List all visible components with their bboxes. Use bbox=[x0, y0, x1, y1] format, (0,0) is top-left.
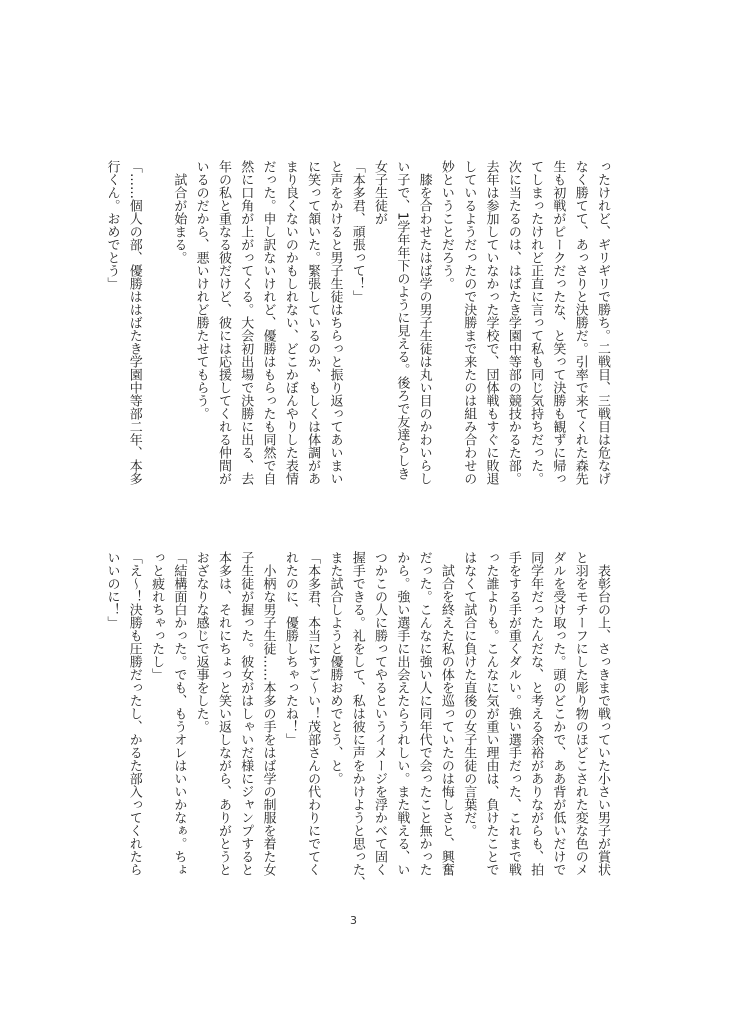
text-column: いいのに！」 bbox=[104, 551, 120, 629]
text-column: い子で、1学年年下のように見える。後ろで友達らしき bbox=[394, 160, 410, 481]
text-column: っと疲れちゃったし」 bbox=[149, 551, 165, 681]
text-column: 然に口角が上がってくる。大会初出場で決勝に出る、去 bbox=[238, 160, 254, 485]
text-column: 試合が始まる。 bbox=[171, 160, 187, 264]
text-column: 妙ということだろう。 bbox=[438, 160, 454, 290]
text-column: 生も初戦がピークだったな、と笑って決勝も観ずに帰っ bbox=[550, 160, 566, 485]
text-column: 去年は参加していなかった学校で、団体戦もすぐに敗退 bbox=[483, 160, 499, 485]
text-column: 手をする手が重くダルい。強い選手だった、これまで戦 bbox=[505, 551, 521, 876]
text-column: 本多は、それにちょっと笑い返しながら、ありがとうと bbox=[215, 551, 231, 876]
text-block-bottom bbox=[100, 551, 613, 896]
text-column: 「本多君、本当にすご～い！茂部さんの代わりにでてく bbox=[305, 551, 321, 876]
text-column: ったけれど、ギリギリで勝ち。二戦目、三戦目は危なげ bbox=[595, 160, 610, 485]
text-column: 表彰台の上、さっきまで戦っていた小さい男子が賞状 bbox=[595, 551, 610, 876]
text-column: 次に当たるのは、はばたき学園中等部の競技かるた部。 bbox=[505, 160, 521, 485]
text-column: 行くん。おめでとう」 bbox=[104, 160, 120, 290]
text-column: 「結構面白かった。でも、もうオレはいいかなぁ。ちょ bbox=[171, 551, 187, 876]
text-column: 子生徒が握った。彼女がはしゃいだ様にジャンプすると bbox=[238, 551, 254, 876]
text-column: なく勝てて、あっさりと決勝だ。引率で来てくれた森先 bbox=[572, 160, 588, 485]
text-column: から。強い選手に出会えたらうれしい。また戦える、い bbox=[394, 551, 410, 876]
text-block-top bbox=[100, 160, 613, 505]
text-column: 年の私と重なる彼だけど、彼には応援してくれる仲間が bbox=[215, 160, 231, 485]
text-column: と羽をモチーフにした彫り物のほどこされた変な色のメ bbox=[572, 551, 588, 876]
text-column: 試合を終えた私の体を巡っていたのは悔しさと、興奮 bbox=[438, 551, 454, 876]
text-column bbox=[145, 160, 167, 505]
text-column: った誰よりも。こんなに気が重い理由は、負けたことで bbox=[483, 551, 499, 876]
text-column: 「本多君、頑張って！」 bbox=[349, 160, 365, 303]
text-column: に笑って頷いた。緊張しているのか、もしくは体調があ bbox=[305, 160, 321, 485]
text-column: まり良くないのかもしれない、どこかぼんやりした表情 bbox=[282, 160, 298, 485]
text-column: 「え～！決勝も圧勝だったし、かるた部入ってくれたら bbox=[126, 551, 142, 876]
text-column: ダルを受け取った。頭のどこかで、ああ背が低いだけで bbox=[550, 551, 566, 876]
text-column: 膝を合わせたはば学の男子生徒は丸い目のかわいらし bbox=[416, 160, 432, 485]
text-column: 女子生徒が bbox=[372, 160, 388, 225]
text-column: れたのに、優勝しちゃったね！」 bbox=[282, 551, 298, 746]
text-column: と声をかけると男子生徒はちらっと振り返ってあいまい bbox=[327, 160, 343, 485]
text-column: いるのだから、悪いけれど勝たせてもらう。 bbox=[193, 160, 209, 420]
text-column: はなくて試合に負けた直後の女子生徒の言葉だ。 bbox=[461, 551, 477, 837]
text-column: だった。申し訳ないけれど、優勝はもらったも同然で自 bbox=[260, 160, 276, 485]
text-column: つかこの人に勝ってやるというイメージを浮かべて固く bbox=[372, 551, 388, 876]
text-column: だった。こんなに強い人に同年代で会ったこと無かった bbox=[416, 551, 432, 876]
text-column: また試合しようと優勝おめでとう、と。 bbox=[327, 551, 343, 785]
text-column: 「……個人の部、優勝ははばたき学園中等部二年、本多 bbox=[126, 160, 142, 485]
text-column: てしまったけれど正直に言って私も同じ気持ちだった。 bbox=[528, 160, 544, 485]
text-column: 同学年だったんだな、と考える余裕がありながらも、拍 bbox=[528, 551, 544, 876]
text-column: おざなりな感じで返事をした。 bbox=[193, 551, 209, 733]
text-column: 小柄な男子生徒……本多の手をはば学の制服を着た女 bbox=[260, 551, 276, 876]
text-column: しているようだったので決勝まで来たのは組み合わせの bbox=[461, 160, 477, 485]
text-column: 握手できる。礼をして、私は彼に声をかけようと思った、 bbox=[349, 551, 365, 889]
page-number: 3 bbox=[350, 914, 357, 927]
